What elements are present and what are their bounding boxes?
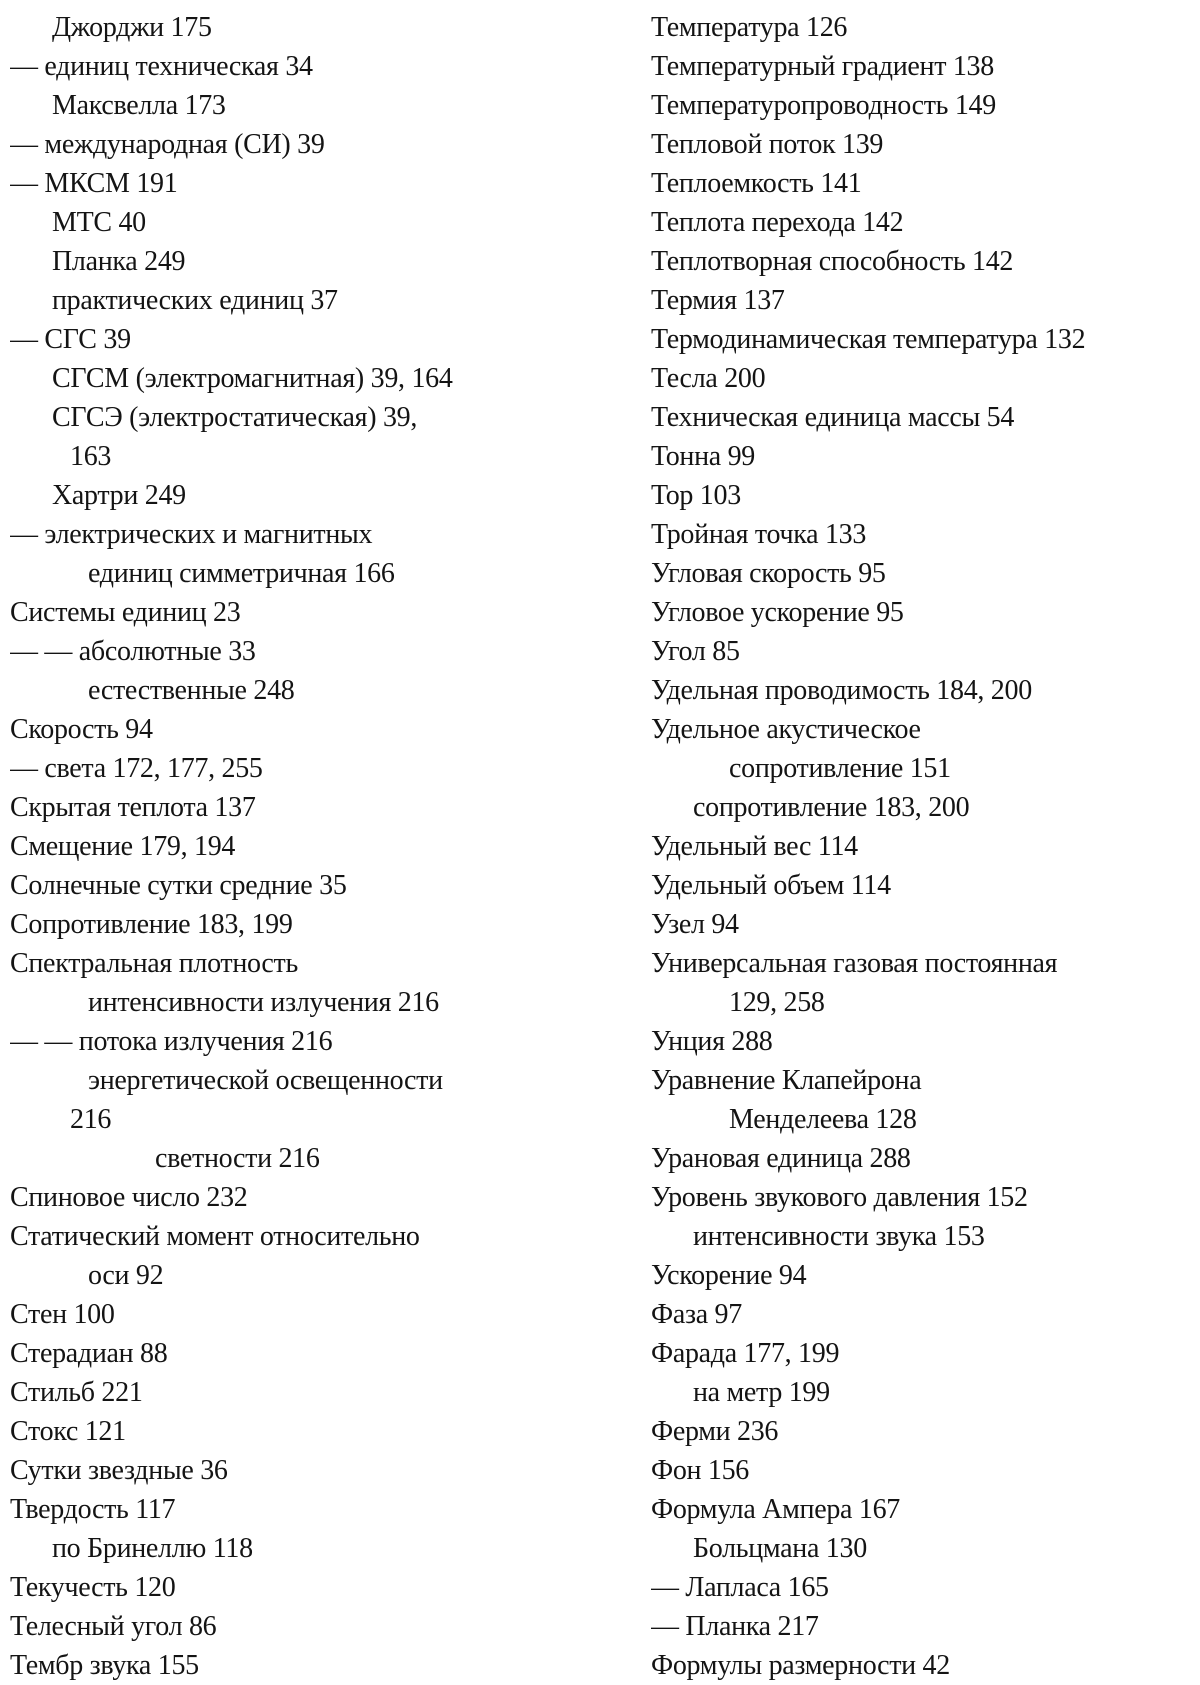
- index-entry: энергетической освещенности: [88, 1065, 443, 1096]
- index-entry: Спиновое число 232: [10, 1182, 248, 1213]
- index-entry: Телесный угол 86: [10, 1611, 217, 1642]
- index-entry: Удельная проводимость 184, 200: [651, 675, 1032, 706]
- index-entry: интенсивности звука 153: [693, 1221, 985, 1252]
- index-entry: Планка 249: [52, 246, 186, 277]
- index-entry: по Бринеллю 118: [52, 1533, 253, 1564]
- index-entry: Удельный вес 114: [651, 831, 858, 862]
- index-entry: Унция 288: [651, 1026, 773, 1057]
- index-entry: — МКСМ 191: [10, 168, 178, 199]
- index-entry: Теплотворная способность 142: [651, 246, 1014, 277]
- index-entry: Стильб 221: [10, 1377, 143, 1408]
- index-entry: Стен 100: [10, 1299, 115, 1330]
- index-entry: Фарада 177, 199: [651, 1338, 840, 1369]
- index-entry: Фаза 97: [651, 1299, 742, 1330]
- index-entry: Удельное акустическое: [651, 714, 921, 745]
- index-entry: Спектральная плотность: [10, 948, 298, 979]
- index-entry: Текучесть 120: [10, 1572, 176, 1603]
- index-entry: СГСЭ (электростатическая) 39,: [52, 402, 418, 433]
- index-entry: Стокс 121: [10, 1416, 126, 1447]
- index-entry: Угол 85: [651, 636, 740, 667]
- index-entry: Уравнение Клапейрона: [651, 1065, 922, 1096]
- index-column-left: [10, 8, 610, 1685]
- index-entry: Фон 156: [651, 1455, 750, 1486]
- index-entry: Джорджи 175: [52, 12, 212, 43]
- index-entry: Солнечные сутки средние 35: [10, 870, 347, 901]
- index-entry: интенсивности излучения 216: [88, 987, 439, 1018]
- index-entry: — Планка 217: [651, 1611, 819, 1642]
- index-entry: Стерадиан 88: [10, 1338, 168, 1369]
- index-entry: Ускорение 94: [651, 1260, 807, 1291]
- index-entry: Тембр звука 155: [10, 1650, 199, 1681]
- index-entry: Угловая скорость 95: [651, 558, 886, 589]
- index-entry: Больцмана 130: [693, 1533, 867, 1564]
- index-entry: Термия 137: [651, 285, 785, 316]
- index-entry: Скрытая теплота 137: [10, 792, 256, 823]
- index-entry: — Лапласа 165: [651, 1572, 829, 1603]
- index-entry: 129, 258: [729, 987, 825, 1018]
- index-entry: СГСМ (электромагнитная) 39, 164: [52, 363, 453, 394]
- index-entry: МТС 40: [52, 207, 146, 238]
- index-entry: — электрических и магнитных: [10, 519, 373, 550]
- index-entry: Сопротивление 183, 199: [10, 909, 293, 940]
- index-entry: Формулы размерности 42: [651, 1650, 950, 1681]
- index-entry: — — абсолютные 33: [10, 636, 256, 667]
- index-entry: Тонна 99: [651, 441, 755, 472]
- index-entry: Системы единиц 23: [10, 597, 241, 628]
- index-entry: Узел 94: [651, 909, 739, 940]
- index-entry: сопротивление 151: [729, 753, 951, 784]
- index-entry: Техническая единица массы 54: [651, 402, 1015, 433]
- index-entry: Уровень звукового давления 152: [651, 1182, 1028, 1213]
- index-entry: оси 92: [88, 1260, 164, 1291]
- index-entry: Менделеева 128: [729, 1104, 917, 1135]
- index-entry: 216: [70, 1104, 112, 1135]
- index-entry: Ферми 236: [651, 1416, 779, 1447]
- index-entry: Универсальная газовая постоянная: [651, 948, 1058, 979]
- index-entry: Термодинамическая температура 132: [651, 324, 1086, 355]
- index-entry: Хартри 249: [52, 480, 186, 511]
- index-entry: Смещение 179, 194: [10, 831, 236, 862]
- index-entry: Теплоемкость 141: [651, 168, 862, 199]
- index-column-right: [651, 8, 1196, 1685]
- index-entry: Статический момент относительно: [10, 1221, 420, 1252]
- index-entry: Тор 103: [651, 480, 741, 511]
- index-entry: 163: [70, 441, 112, 472]
- index-entry: Твердость 117: [10, 1494, 176, 1525]
- index-entry: Тройная точка 133: [651, 519, 867, 550]
- index-entry: Сутки звездные 36: [10, 1455, 228, 1486]
- index-entry: — международная (СИ) 39: [10, 129, 325, 160]
- index-entry: Температура 126: [651, 12, 848, 43]
- index-entry: Максвелла 173: [52, 90, 226, 121]
- index-entry: единиц симметричная 166: [88, 558, 395, 589]
- index-entry: практических единиц 37: [52, 285, 338, 316]
- index-entry: Урановая единица 288: [651, 1143, 911, 1174]
- index-entry: Температурный градиент 138: [651, 51, 994, 82]
- index-entry: естественные 248: [88, 675, 295, 706]
- index-entry: Тепловой поток 139: [651, 129, 884, 160]
- index-entry: Температуропроводность 149: [651, 90, 996, 121]
- index-entry: Теплота перехода 142: [651, 207, 904, 238]
- index-entry: на метр 199: [693, 1377, 830, 1408]
- index-entry: Угловое ускорение 95: [651, 597, 904, 628]
- index-entry: Удельный объем 114: [651, 870, 891, 901]
- index-entry: — единиц техническая 34: [10, 51, 313, 82]
- index-entry: — — потока излучения 216: [10, 1026, 333, 1057]
- index-entry: — СГС 39: [10, 324, 131, 355]
- index-entry: светности 216: [155, 1143, 320, 1174]
- index-entry: Формула Ампера 167: [651, 1494, 900, 1525]
- index-entry: Скорость 94: [10, 714, 153, 745]
- index-entry: — света 172, 177, 255: [10, 753, 263, 784]
- index-entry: Тесла 200: [651, 363, 766, 394]
- index-entry: сопротивление 183, 200: [693, 792, 970, 823]
